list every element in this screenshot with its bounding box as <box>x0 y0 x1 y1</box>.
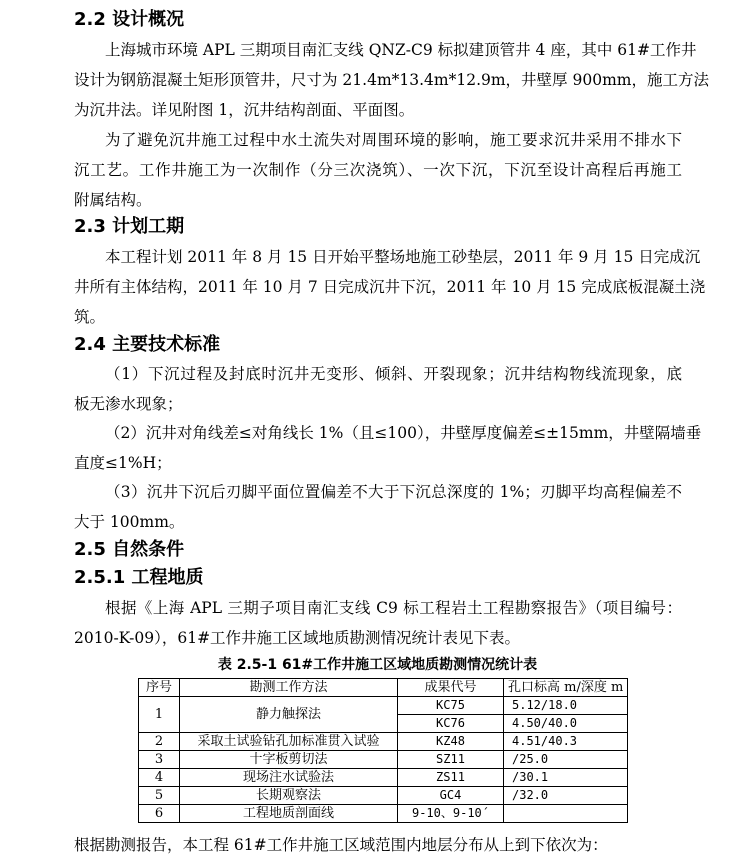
paragraph-schedule: 本工程计划 2011 年 8 月 15 日开始平整场地施工砂垫层，2011 年 9 月 15 日完成沉 井所有主体结构，2011 年 10 月 7 日完成沉井下沉，2011 年 10 月 15 完成底板混凝土浇 筑。 <box>74 248 706 326</box>
heading-2-2: 2.2 设计概况 <box>74 9 185 30</box>
table-row: KC76 4.50/40.0 <box>139 715 628 733</box>
header-code: 成果代号 <box>398 679 504 697</box>
geology-survey-table <box>138 678 628 823</box>
table-row: 2 采取土试验钻孔加标准贯入试验 KZ48 4.51/40.3 <box>139 733 628 751</box>
table-row: 1 静力触探法 KC75 5.12/18.0 <box>139 697 628 715</box>
heading-2-5: 2.5 自然条件 <box>74 539 185 560</box>
table-row: 3 十字板剪切法 SZ11 /25.0 <box>139 751 628 769</box>
heading-2-4: 2.4 主要技术标准 <box>74 334 221 355</box>
header-elevation-depth: 孔口标高 m/深度 m <box>504 679 628 697</box>
standard-item-2: （2）沉井对角线差≤对角线长 1%（且≤100），井壁厚度偏差≤±15mm，井壁隔墙垂 直度≤1%H； <box>74 424 702 472</box>
paragraph-construction-process: 为了避免沉井施工过程中水土流失对周围环境的影响，施工要求沉井采用不排水下 沉工艺。工作井施工为一次制作（分三次浇筑）、一次下沉，下沉至设计高程后再施工 附属结构。 <box>74 131 682 209</box>
table-header-row <box>139 679 628 697</box>
standard-item-1: （1）下沉过程及封底时沉井无变形、倾斜、开裂现象；沉井结构物线流现象，底 板无渗水现象； <box>74 365 682 413</box>
heading-2-5-1: 2.5.1 工程地质 <box>74 567 204 588</box>
table-caption: 表 2.5-1 61#工作井施工区域地质勘测情况统计表 <box>217 657 538 673</box>
table-row: 4 现场注水试验法 ZS11 /30.1 <box>139 769 628 787</box>
header-method: 勘测工作方法 <box>180 679 398 697</box>
standard-item-3: （3）沉井下沉后刃脚平面位置偏差不大于下沉总深度的 1%；刃脚平均高程偏差不 大于 100mm。 <box>74 483 682 531</box>
table-row: 6 工程地质剖面线 9-10、9-10´ <box>139 805 628 823</box>
paragraph-geology-intro: 根据《上海 APL 三期子项目南汇支线 C9 标工程岩土工程勘察报告》（项目编号： 2010-K-09），61#工作井施工区域地质勘测情况统计表见下表。 <box>74 599 682 647</box>
header-no: 序号 <box>139 679 180 697</box>
paragraph-design-overview: 上海城市环境 APL 三期项目南汇支线 QNZ-C9 标拟建顶管井 4 座，其中 61#工作井 设计为钢筋混凝土矩形顶管井，尺寸为 21.4m*13.4m*12.9m，井壁厚 900mm，施工方法 为沉井法。详见附图 1，沉井结构剖面、平面图。 <box>74 41 709 119</box>
table-row: 5 长期观察法 GC4 /32.0 <box>139 787 628 805</box>
heading-2-3: 2.3 计划工期 <box>74 216 185 237</box>
paragraph-strata-intro: 根据勘测报告，本工程 61#工作井施工区域范围内地层分布从上到下依次为： <box>74 836 608 854</box>
